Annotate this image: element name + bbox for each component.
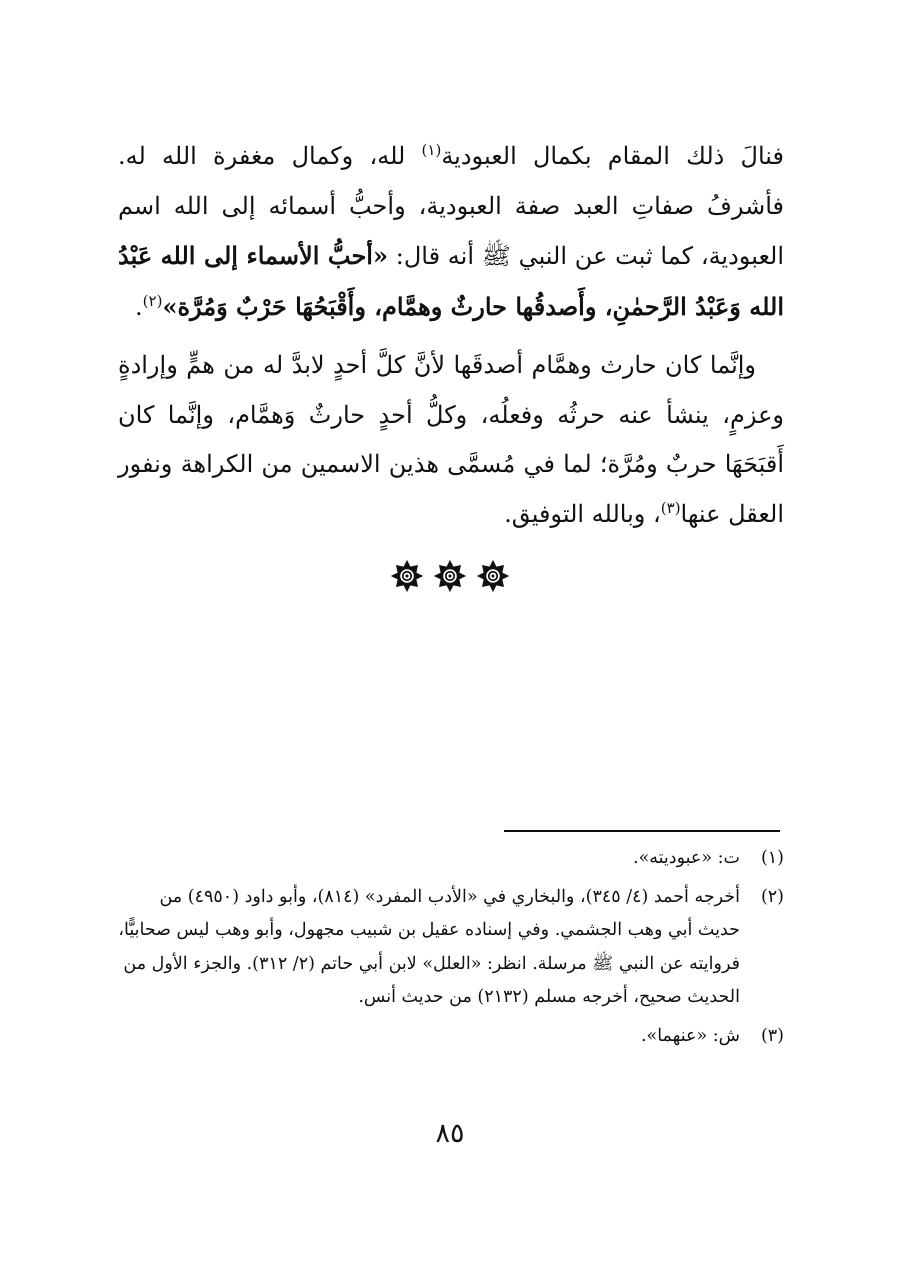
footnote-text: أخرجه أحمد (٤/ ٣٤٥)، والبخاري في «الأدب المفرد» (٨١٤)، وأبو داود (٤٩٥٠) من حديث أبي وهب الجشمي. وفي إسناده عقيل بن شبيب مجهول، وأبو وهب ليس صحابيًّا، فروايته عن النبي ﷺ مرسلة. انظر: «العلل» لابن أبي حاتم (٢/ ٣١٢). والجزء الأول من الحديث صحيح، أخرجه مسلم (٢١٣٢) من حديث أنس. (118, 886, 740, 1007)
paragraph-1-text-b: لله، وكمال مغفرة الله له. فأشرفُ صفاتِ العبد صفة العبودية، وأحبُّ أسمائه إلى الله اسم العبودية، كما ثبت عن النبي ﷺ أنه قال: (118, 142, 784, 270)
paragraph-1-text-c: . (135, 292, 143, 321)
section-divider-ornaments (390, 556, 510, 596)
footnote-number: (١) (760, 848, 784, 868)
main-text (118, 132, 784, 539)
footnote-separator (504, 830, 780, 832)
footnote-3 (118, 1020, 784, 1054)
footnote-number: (٣) (760, 1025, 784, 1046)
hadith-quote: «أحبُّ الأسماء إلى الله عَبْدُ الله وَعَبْدُ الرَّحمٰنِ، وأَصدقُها حارثٌ وهمَّام، وأَقْبَحُهَا حَرْبٌ وَمُرَّة» (118, 241, 784, 321)
footnote-ref-1: (١) (421, 141, 442, 159)
floral-ornament-icon (390, 559, 424, 593)
footnote-text: ش: «عنهما». (640, 1025, 740, 1046)
footnote-1 (118, 842, 784, 876)
footnote-2 (118, 881, 784, 1015)
paragraph-2-text-a: وإنَّما كان حارث وهمَّام أصدقَها لأنَّ كلَّ أحدٍ لابدَّ له من همٍّ وإرادةٍ وعزمٍ، ينشأ عنه حرثُه وفعلُه، وكلُّ أحدٍ حارثٌ وَهمَّام، وإنَّما كان أَقبَحَهَا حربٌ ومُرَّة؛ لما في مُسمَّى هذين الاسمين من الكراهة ونفور العقل عنها (118, 351, 784, 528)
footnote-ref-2: (٢) (142, 291, 163, 310)
paragraph-1 (118, 132, 784, 332)
footnotes (118, 842, 784, 1058)
floral-ornament-icon (476, 559, 510, 593)
footnote-ref-3: (٣) (660, 498, 681, 517)
floral-ornament-icon (433, 559, 467, 593)
paragraph-1-text-a: فنالَ ذلك المقام بكمال العبودية (441, 142, 784, 170)
footnote-text: ت: «عبوديته». (633, 848, 740, 868)
paragraph-2 (118, 341, 784, 539)
paragraph-2-text-b: ، وبالله التوفيق. (504, 499, 661, 528)
footnote-number: (٢) (760, 886, 784, 907)
page-number: ٨٥ (435, 1118, 465, 1149)
